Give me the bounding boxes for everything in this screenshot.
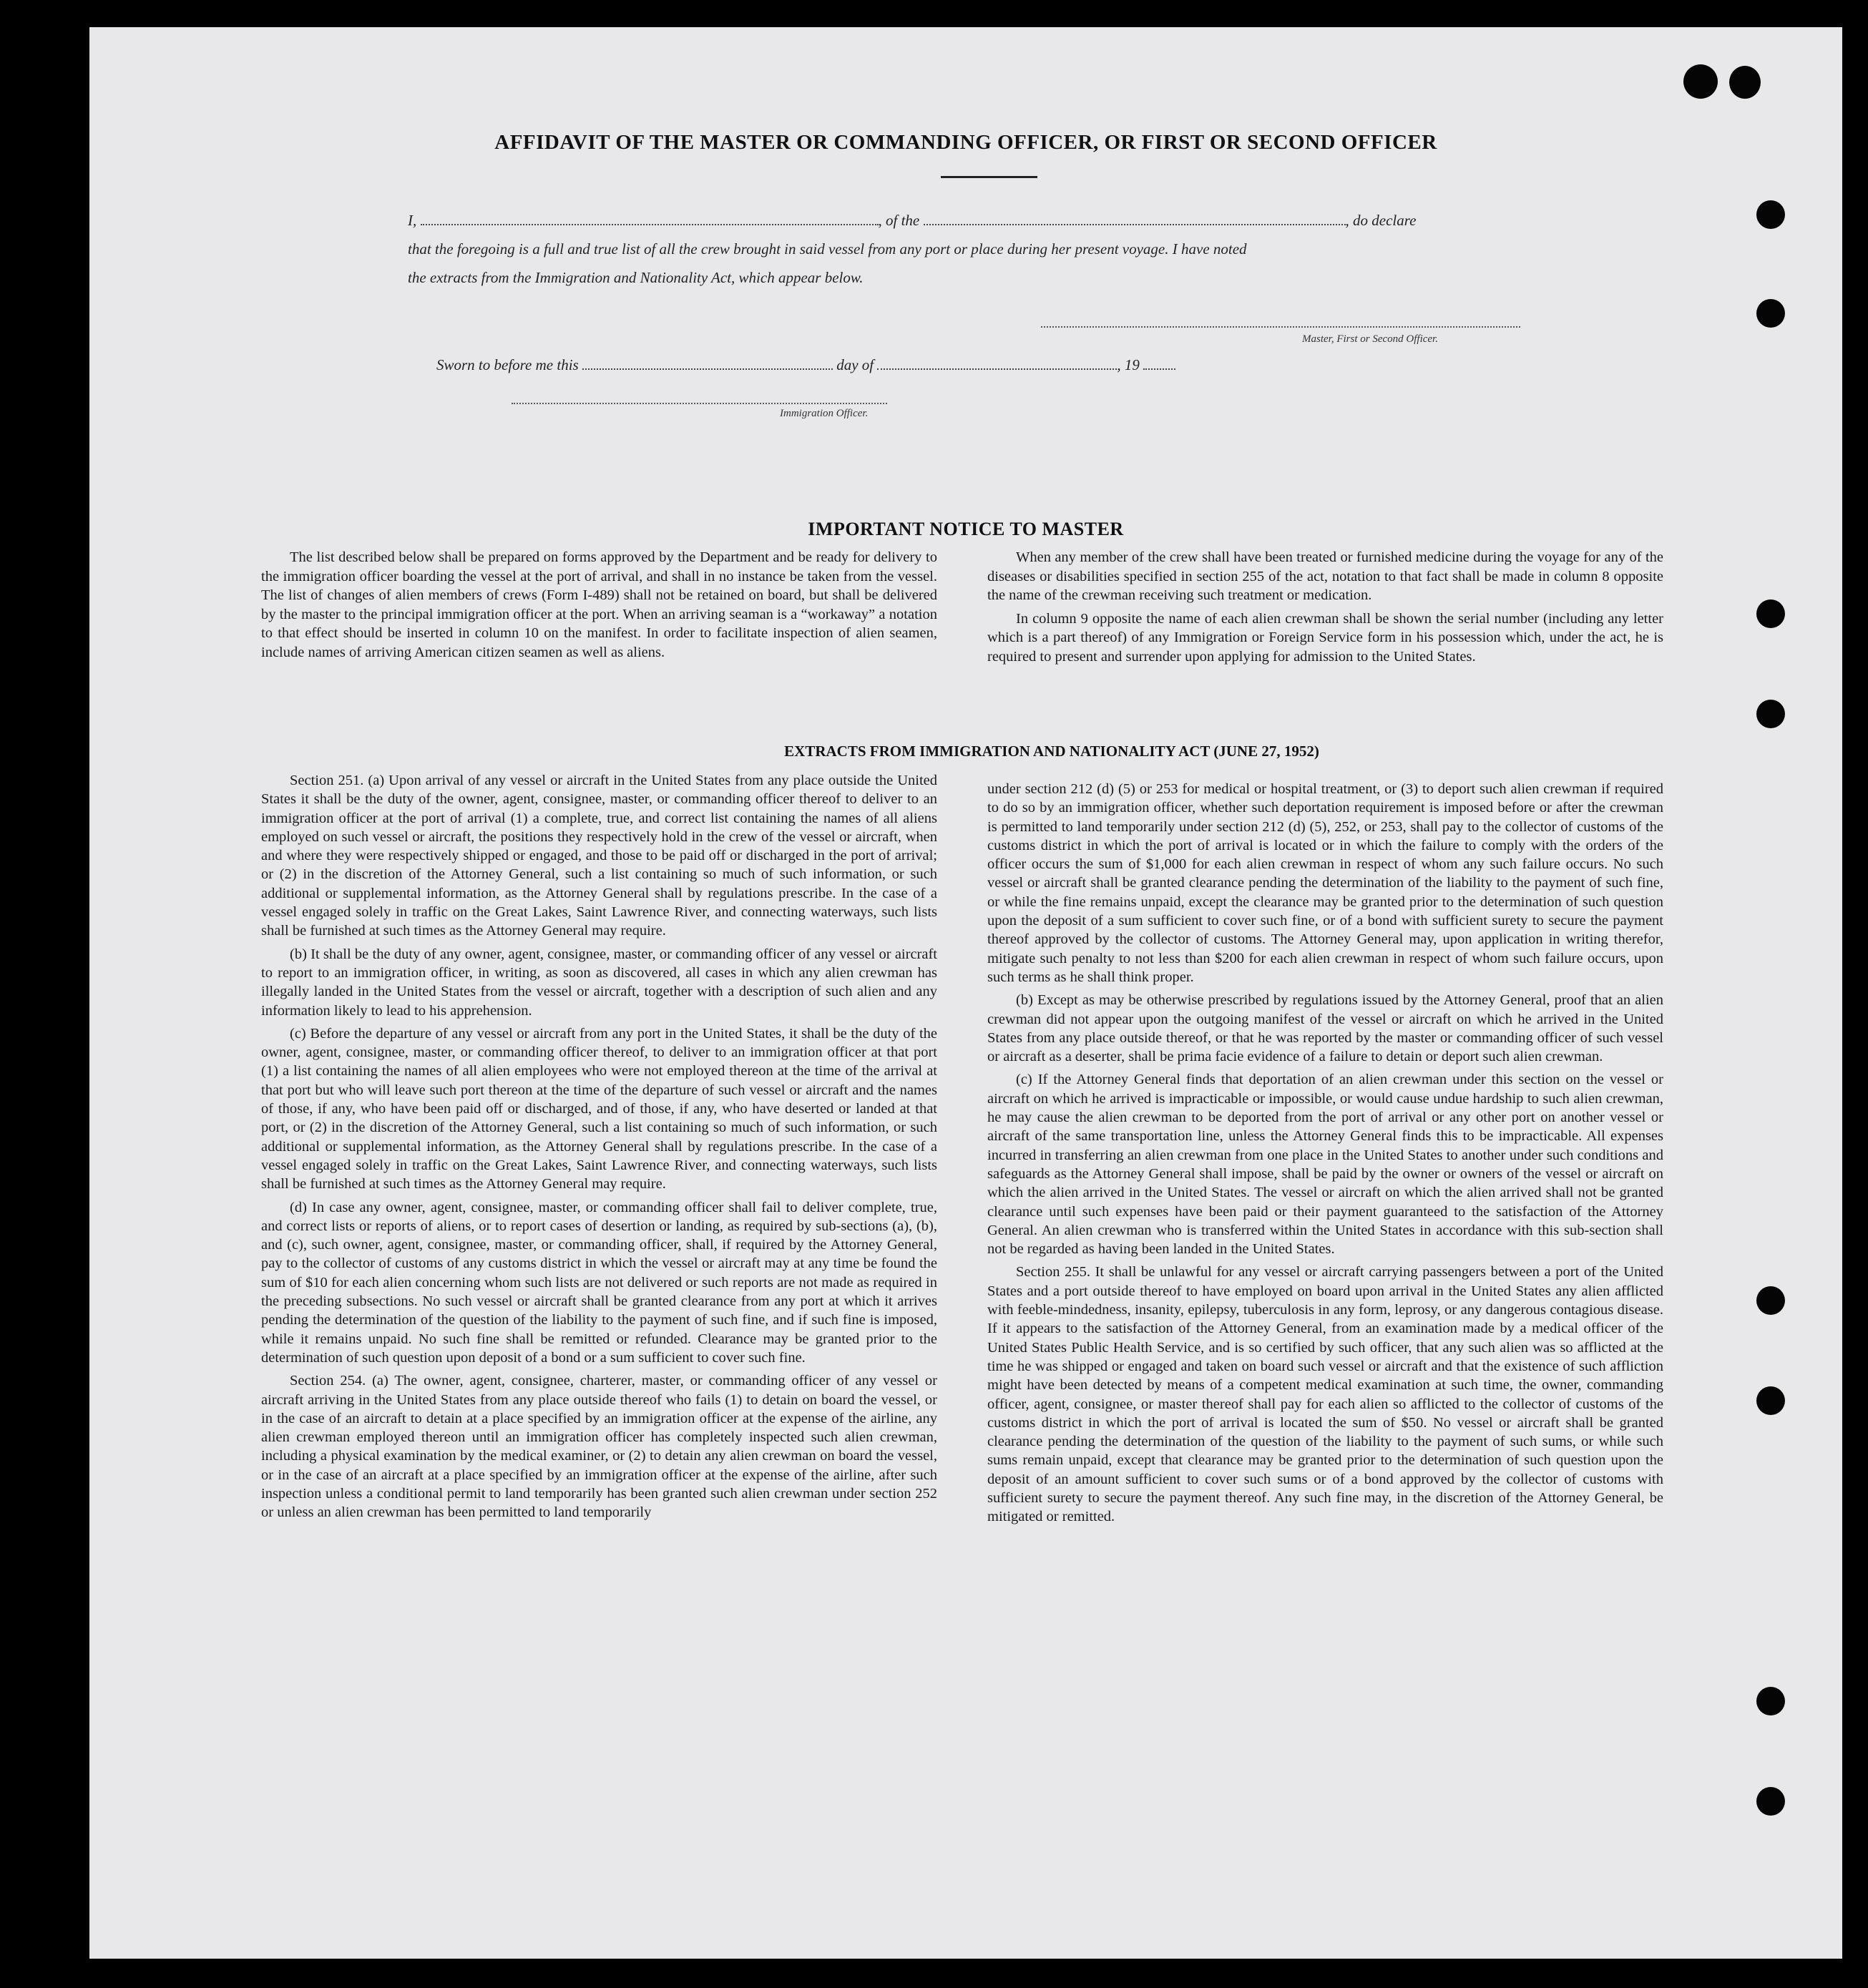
punch-hole	[1756, 1286, 1785, 1315]
i-label: I,	[408, 212, 417, 229]
punch-hole	[1756, 599, 1785, 628]
notice-left-paragraph: The list described below shall be prepared on forms approved by the Department and be ready for delivery to the immigration officer boarding the vessel at the port of arrival, and shall in no instance be taken from the vessel. The list of changes of alien members of crews (Form I-489) shall not be retained on board, but shall be delivered by the master to the principal immigration officer at the port. When an arriving seaman is a “workaway” a notation to that effect should be inserted in column 10 on the manifest. In order to facilitate inspection of alien seamen, include names of arriving American citizen seamen as well as aliens.	[261, 549, 937, 660]
punch-hole	[1756, 1687, 1785, 1715]
punch-hole	[1756, 200, 1785, 229]
officer-signature-line[interactable]	[512, 403, 887, 404]
punch-hole	[1756, 1787, 1785, 1816]
section-254a-continued: under section 212 (d) (5) or 253 for medical or hospital treatment, or (3) to deport such alien crewman if required to do so by an immigration officer, whether such deportation requirement is imposed before or after the crewman is permitted to land temporarily under section 212 (d) (5), 252, or 253, shall pay to the collector of customs of the customs district in which the port of arrival is located or in which the failure to comply with the orders of the officer occurs the sum of $1,000 for each alien crewman in respect of whom any such failure occurs. No such vessel or aircraft shall be granted clearance pending the determination of the liability to the payment of such fine, or while the fine remains unpaid, except the clearance may be granted prior to the determination of such question upon the deposit of a sum sufficient to cover such fine, or of a bond with sufficient surety to secure the payment thereof approved by the collector of customs. The Attorney General may, upon application in writing therefor, mitigate such penalty to not less than $200 for each alien crewman in respect of whom such failure occurs, upon such terms as he shall think proper.	[987, 781, 1663, 985]
notice-right-paragraph-2: In column 9 opposite the name of each alien crewman shall be shown the serial number (including any letter which is a part thereof) of any Immigration or Foreign Service form in his possession which, under the act, he is required to present and surrender upon applying for admission to the United States.	[987, 610, 1663, 665]
extracts-right-column	[987, 780, 1663, 1531]
section-254a: Section 254. (a) The owner, agent, consignee, charterer, master, or commanding officer of any vessel or aircraft arriving in the United States from any place outside thereof who fails (1) to detain on board the vessel, or in the case of an aircraft to detain at a place specified by an immigration officer at the expense of the airline, any alien crewman employed thereon until an immigration officer has completely inspected such alien crewman, including a physical examination by the medical examiner, or (2) to detain any alien crewman on board the vessel, or in the case of an aircraft at a place specified by an immigration officer at the expense of the airline, after such inspection unless a conditional permit to land temporarily has been granted such alien crewman under section 252 or unless an alien crewman has been permitted to land temporarily	[261, 1373, 937, 1521]
declaration-line-2: that the foregoing is a full and true list of all the crew brought in said vessel from any port or place during her present voyage. I have noted	[408, 240, 1247, 258]
extracts-title: EXTRACTS FROM IMMIGRATION AND NATIONALITY ACT (JUNE 27, 1952)	[784, 743, 1319, 760]
notice-title: IMPORTANT NOTICE TO MASTER	[808, 519, 1124, 539]
do-declare-label: , do declare	[1345, 212, 1417, 229]
name-field[interactable]	[421, 211, 879, 225]
punch-hole	[1756, 299, 1785, 328]
punch-hole	[1756, 700, 1785, 728]
notice-left-column	[261, 548, 937, 666]
year-label: , 19	[1117, 356, 1140, 373]
section-251a: Section 251. (a) Upon arrival of any vessel or aircraft in the United States from any place outside the United States it shall be the duty of the owner, agent, consignee, master, or commanding officer thereof to deliver to an immigration officer at the port of arrival (1) a complete, true, and correct list containing the names of all aliens employed on such vessel or aircraft, the positions they respectively hold in the crew of the vessel or aircraft, when and where they were respectively shipped or engaged, and those to be paid off or discharged in the port of arrival; or (2) in the discretion of the Attorney General, such a list containing so much of such information, or such additional or supplemental information, as the Attorney General shall by regulations prescribe. In the case of a vessel engaged solely in traffic on the Great Lakes, Saint Lawrence River, and connecting waterways, such lists shall be furnished at such times as the Attorney General may require.	[261, 773, 937, 939]
section-251b: (b) It shall be the duty of any owner, agent, consignee, master, or commanding officer of any vessel or aircraft to report to an immigration officer, in writing, as soon as discovered, all cases in which any alien crewman has illegally landed in the United States from the vessel or aircraft, together with a description of such alien and any information likely to lead to his apprehension.	[261, 946, 937, 1019]
form-page	[89, 27, 1842, 1959]
notice-right-column	[987, 548, 1663, 670]
sworn-year-field[interactable]	[1143, 356, 1175, 370]
sworn-month-field[interactable]	[877, 356, 1117, 370]
punch-hole	[1756, 1386, 1785, 1415]
officer-signature-label: Immigration Officer.	[780, 408, 869, 419]
section-254c: (c) If the Attorney General finds that deportation of an alien crewman under this section on the vessel or aircraft on which he arrived is impracticable or impossible, or would cause undue hardship to such alien crewman, he may cause the alien crewman to be deported from the port of arrival or any other port on another vessel or aircraft of the same transportation line, unless the Attorney General finds this to be impracticable. All expenses incurred in transferring an alien crewman from one place in the United States to another under such conditions and safeguards as the Attorney General shall impose, shall be paid by the owner or owners of the vessel or aircraft on which the alien arrived in the United States. The vessel or aircraft on which the alien arrived shall not be granted clearance until such expenses have been paid or their payment guaranteed to the satisfaction of the Attorney General. An alien crewman who is transferred within the United States in accordance with this sub-section shall not be regarded as having been landed in the United States.	[987, 1072, 1663, 1258]
declaration-block	[408, 206, 1624, 292]
master-signature-line[interactable]	[1041, 326, 1520, 328]
section-251c: (c) Before the departure of any vessel or aircraft from any port in the United States, it shall be the duty of the owner, agent, consignee, master, or commanding officer thereof, to deliver to an immigration officer at that port (1) a list containing the names of all alien employees who were not employed thereon at the time of the arrival at that port but who will leave such port thereon at the time of the departure of such vessel or aircraft and the names of those, if any, who have been paid off or discharged, and of those, if any, who have deserted or landed at that port, or (2) in the discretion of the Attorney General, such a list containing so much of such information, or such additional or supplemental information, as the Attorney General shall by regulations prescribe. In the case of a vessel engaged solely in traffic on the Great Lakes, Saint Lawrence River, and connecting waterways, such lists shall be furnished at such times as the Attorney General may require.	[261, 1025, 937, 1193]
affidavit-title: AFFIDAVIT OF THE MASTER OR COMMANDING OFFICER, OR FIRST OR SECOND OFFICER	[494, 131, 1437, 154]
section-255: Section 255. It shall be unlawful for any vessel or aircraft carrying passengers between a port of the United States and a port outside thereof to have employed on board upon arrival in the United States any alien afflicted with feeble-mindedness, insanity, epilepsy, tuberculosis in any form, leprosy, or any dangerous contagious disease. If it appears to the satisfaction of the Attorney General, from an examination made by a medical officer of the United States Public Health Service, and is so certified by such officer, that any such alien was so afflicted at the time he was shipped or engaged and taken on board such vessel or aircraft and that the existence of such affliction might have been detected by means of a competent medical examination at such time, the owner, commanding officer, agent, consignee, or master thereof shall pay for each alien so afflicted to the collector of customs of the customs district in which the port of arrival is located the sum of $50. No vessel or aircraft shall be granted clearance pending the determination of the question of the liability to the payment of such sums, or while such sums remain unpaid, except that clearance may be granted prior to the determination of such question upon the deposit of an amount sufficient to cover such sums or of a bond approved by the collector of customs with sufficient surety to secure the payment thereof. Any such fine may, in the discretion of the Attorney General, be mitigated or remitted.	[987, 1264, 1663, 1525]
of-the-label: , of the	[878, 212, 920, 229]
vessel-field[interactable]	[924, 211, 1346, 225]
punch-hole	[1729, 66, 1761, 99]
extracts-left-column	[261, 771, 937, 1527]
title-divider	[941, 176, 1037, 178]
section-254b: (b) Except as may be otherwise prescribed by regulations issued by the Attorney General, proof that an alien crewman did not appear upon the outgoing manifest of the vessel or aircraft on which he arrived in the United States from any place outside thereof, or that he was reported by the master or commanding officer of such vessel or aircraft as a deserter, shall be prima facie evidence of a failure to detain or deport such alien crewman.	[987, 992, 1663, 1065]
day-of-label: day of	[836, 356, 874, 373]
sworn-label: Sworn to before me this	[436, 356, 579, 373]
declaration-line-3: the extracts from the Immigration and Nationality Act, which appear below.	[408, 269, 864, 286]
section-251d: (d) In case any owner, agent, consignee, master, or commanding officer shall fail to deliver complete, true, and correct lists or reports of aliens, or to report cases of desertion or landing, as required by sub-sections (a), (b), and (c), such owner, agent, consignee, master, or commanding officer, shall, if required by the Attorney General, pay to the collector of customs of any customs district in which the vessel or aircraft may at any time be found the sum of $10 for each alien concerning whom such lists are not delivered or such reports are not made as required in the preceding subsections. No such vessel or aircraft shall be granted clearance from any port at which it arrives pending the determination of the question of the liability to the payment of such fine, and if such fine is imposed, while it remains unpaid. No such fine shall be remitted or refunded. Clearance may be granted prior to the determination of such question upon deposit of a bond or a sum sufficient to cover such fine.	[261, 1199, 937, 1366]
punch-hole	[1683, 64, 1718, 99]
sworn-block	[408, 351, 1624, 379]
master-signature-label: Master, First or Second Officer.	[1302, 333, 1438, 345]
notice-right-paragraph-1: When any member of the crew shall have been treated or furnished medicine during the voyage for any of the diseases or disabilities specified in section 255 of the act, notation to that fact shall be made in column 8 opposite the name of the crewman receiving such treatment or medication.	[987, 549, 1663, 603]
sworn-day-field[interactable]	[582, 356, 833, 370]
